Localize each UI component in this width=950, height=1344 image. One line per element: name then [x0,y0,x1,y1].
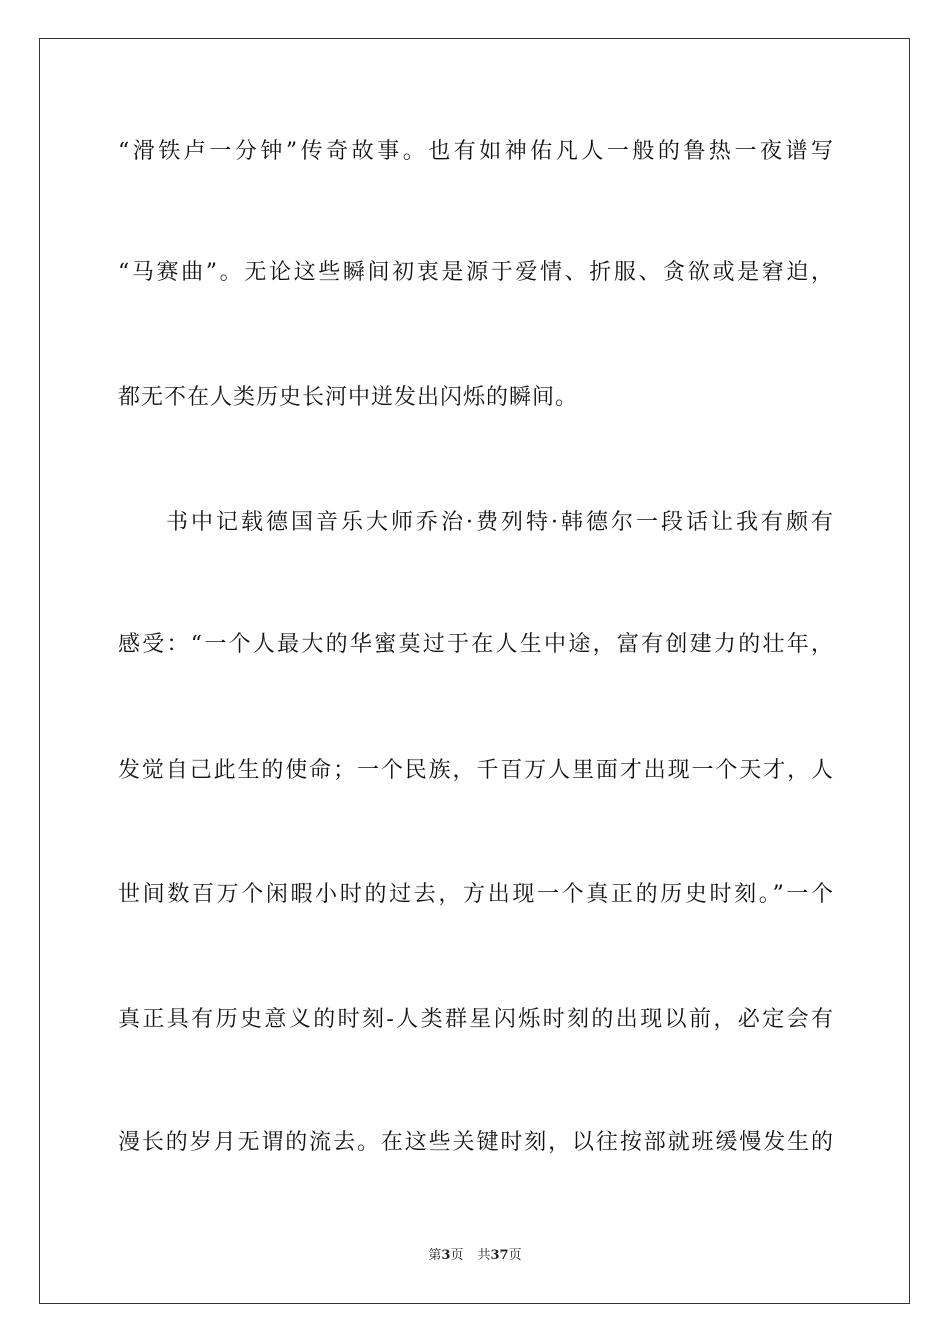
page-border [39,38,910,1304]
body-text-line: 发觉自己此生的使命；一个民族，千百万人里面才出现一个天才，人 [118,758,834,783]
body-text-line: 漫长的岁月无谓的流去。在这些关键时刻，以往按部就班缓慢发生的 [118,1130,834,1155]
total-suffix: 页 [508,1248,522,1263]
page-prefix: 第 [428,1248,442,1263]
body-text-line: “滑铁卢一分钟”传奇故事。也有如神佑凡人一般的鲁热一夜谱写 [118,139,834,164]
body-text-line: 世间数百万个闲暇小时的过去，方出现一个真正的历史时刻。”一个 [118,882,834,907]
page-footer [0,1247,950,1265]
page-suffix: 页 [450,1248,464,1263]
total-pages: 37 [490,1248,509,1263]
body-text-line: 真正具有历史意义的时刻-人类群星闪烁时刻的出现以前，必定会有 [118,1007,834,1032]
page-number: 3 [441,1248,451,1263]
body-text-line: 都无不在人类历史长河中迸发出闪烁的瞬间。 [118,385,579,410]
body-text-line: “马赛曲”。无论这些瞬间初衷是源于爱情、折服、贪欲或是窘迫， [118,260,834,285]
body-text-line: 感受：“一个人最大的华蜜莫过于在人生中途，富有创建力的壮年， [118,632,834,657]
total-prefix: 共 [477,1248,491,1263]
body-text-line: 书中记载德国音乐大师乔治·费列特·韩德尔一段话让我有颇有 [166,510,834,535]
